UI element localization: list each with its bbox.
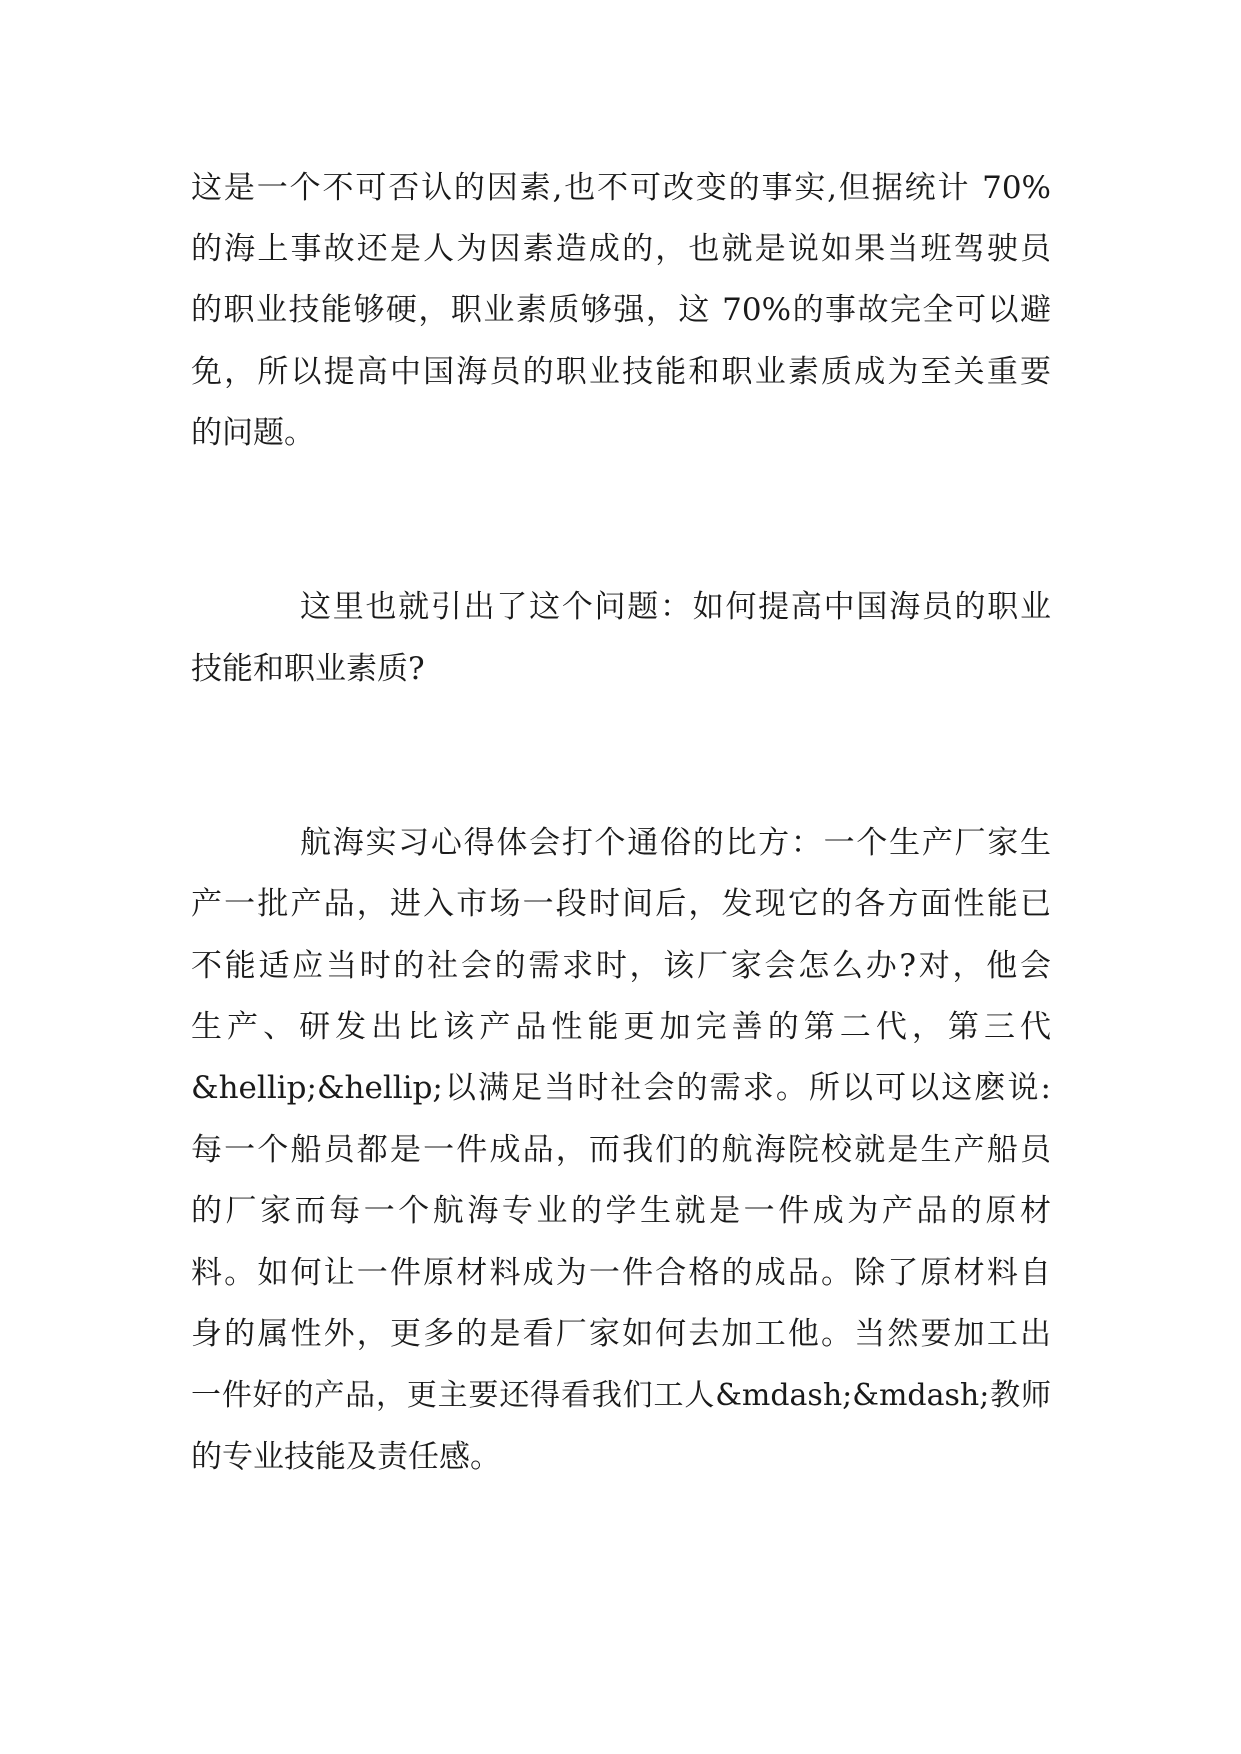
text-line: 生产、研发出比该产品性能更加完善的第二代，第三代 (191, 1009, 1051, 1045)
text-line: 料。如何让一件原材料成为一件合格的成品。除了原材料自 (191, 1255, 1051, 1291)
text-line: 的问题。 (191, 415, 315, 451)
text-line: 这里也就引出了这个问题：如何提高中国海员的职业 (300, 589, 1051, 625)
text-line: 的专业技能及责任感。 (191, 1439, 501, 1475)
text-line: 技能和职业素质? (191, 651, 425, 687)
text-line: 的职业技能够硬，职业素质够强，这 70%的事故完全可以避 (191, 292, 1051, 328)
text-line: 每一个船员都是一件成品，而我们的航海院校就是生产船员 (191, 1132, 1051, 1168)
text-line: 一件好的产品，更主要还得看我们工人&mdash;&mdash;教师 (191, 1378, 1051, 1413)
text-line: 不能适应当时的社会的需求时，该厂家会怎么办?对，他会 (191, 948, 1051, 984)
text-line: 这是一个不可否认的因素,也不可改变的事实,但据统计 70% (191, 170, 1051, 206)
text-line: 航海实习心得体会打个通俗的比方：一个生产厂家生 (300, 825, 1051, 861)
text-line: &hellip;&hellip;以满足当时社会的需求。所以可以这麽说: (191, 1070, 1051, 1106)
text-line: 产一批产品，进入市场一段时间后，发现它的各方面性能已 (191, 886, 1051, 922)
text-line: 免，所以提高中国海员的职业技能和职业素质成为至关重要 (191, 354, 1051, 390)
text-line: 的厂家而每一个航海专业的学生就是一件成为产品的原材 (191, 1193, 1051, 1229)
text-line: 的海上事故还是人为因素造成的，也就是说如果当班驾驶员 (191, 231, 1051, 267)
text-line: 身的属性外，更多的是看厂家如何去加工他。当然要加工出 (191, 1316, 1051, 1352)
